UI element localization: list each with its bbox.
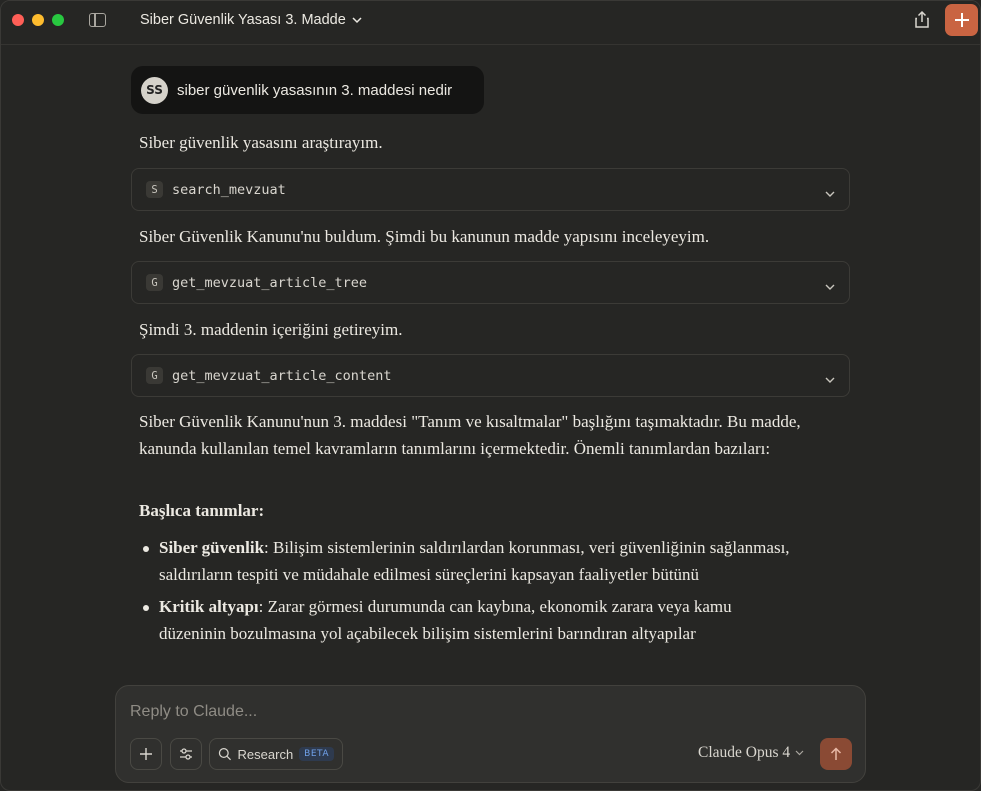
conversation-title-menu[interactable] xyxy=(140,12,362,28)
send-button[interactable] xyxy=(820,738,852,770)
avatar: SS xyxy=(141,77,168,104)
maximize-window-button[interactable] xyxy=(52,14,64,26)
minimize-window-button[interactable] xyxy=(32,14,44,26)
tools-button[interactable] xyxy=(170,738,202,770)
reply-input[interactable] xyxy=(130,700,830,724)
chevron-down-icon xyxy=(352,12,362,28)
beta-badge: BETA xyxy=(299,747,334,761)
research-button[interactable] xyxy=(209,738,343,770)
assistant-summary: Siber Güvenlik Kanunu'nun 3. maddesi "Tanım ve kısaltmalar" başlığını taşımaktadır. Bu madde, kanunda kullanılan temel kavramların tanımlarını içermektedir. Önemli tanımlardan bazıları: xyxy=(139,412,801,458)
share-icon[interactable] xyxy=(911,9,933,31)
definitions-list xyxy=(139,535,799,653)
assistant-step-2: Siber Güvenlik Kanunu'nu buldum. Şimdi bu kanunun madde yapısını inceleyeyim. xyxy=(139,227,710,246)
definition-text: : Zarar görmesi durumunda can kaybına, ekonomik zarara veya kamu düzeninin bozulmasına yol açabilecek bilişim sistemlerini barındıran altyapılar xyxy=(159,597,732,643)
definition-term: Kritik altyapı xyxy=(159,597,259,616)
tool-name: search_mevzuat xyxy=(172,181,286,198)
chevron-down-icon xyxy=(795,750,804,756)
assistant-step-3: Şimdi 3. maddenin içeriğini getireyim. xyxy=(139,320,403,339)
definitions-heading: Başlıca tanımlar: xyxy=(139,501,265,520)
tool-name: get_mevzuat_article_content xyxy=(172,367,392,384)
search-icon xyxy=(218,747,232,761)
tool-call-search-mevzuat[interactable] xyxy=(131,168,850,211)
model-selector[interactable] xyxy=(698,744,804,762)
title-bar xyxy=(1,1,980,45)
sliders-icon xyxy=(178,747,194,761)
model-label: Claude Opus 4 xyxy=(698,744,791,761)
research-label: Research xyxy=(237,746,294,762)
conversation-area[interactable] xyxy=(1,46,980,686)
chevron-down-icon xyxy=(825,371,835,389)
plus-icon xyxy=(139,747,153,761)
chevron-down-icon xyxy=(825,185,835,203)
tool-call-article-tree[interactable] xyxy=(131,261,850,304)
list-item xyxy=(139,594,799,647)
plus-icon xyxy=(954,12,970,28)
definition-term: Siber güvenlik xyxy=(159,538,265,557)
tool-badge: G xyxy=(146,274,163,291)
tool-name: get_mevzuat_article_tree xyxy=(172,274,368,291)
list-item xyxy=(139,535,799,588)
chevron-down-icon xyxy=(825,278,835,296)
user-message-text: siber güvenlik yasasının 3. maddesi nedir xyxy=(177,81,453,99)
conversation-title: Siber Güvenlik Yasası 3. Madde xyxy=(140,12,346,28)
tool-call-article-content[interactable] xyxy=(131,354,850,397)
arrow-up-icon xyxy=(830,747,842,761)
composer xyxy=(115,685,866,783)
definition-text: : Bilişim sistemlerinin saldırılardan korunması, veri güvenliğinin sağlanması, saldırıların tespiti ve müdahale edilmesi süreçlerini kapsayan faaliyetler bütünü xyxy=(159,538,790,584)
tool-badge: S xyxy=(146,181,163,198)
assistant-intro: Siber güvenlik yasasını araştırayım. xyxy=(139,133,383,152)
attach-button[interactable] xyxy=(130,738,162,770)
new-chat-button[interactable] xyxy=(945,4,978,36)
user-message xyxy=(131,66,484,114)
sidebar-toggle-icon[interactable] xyxy=(89,13,106,27)
tool-badge: G xyxy=(146,367,163,384)
close-window-button[interactable] xyxy=(12,14,24,26)
